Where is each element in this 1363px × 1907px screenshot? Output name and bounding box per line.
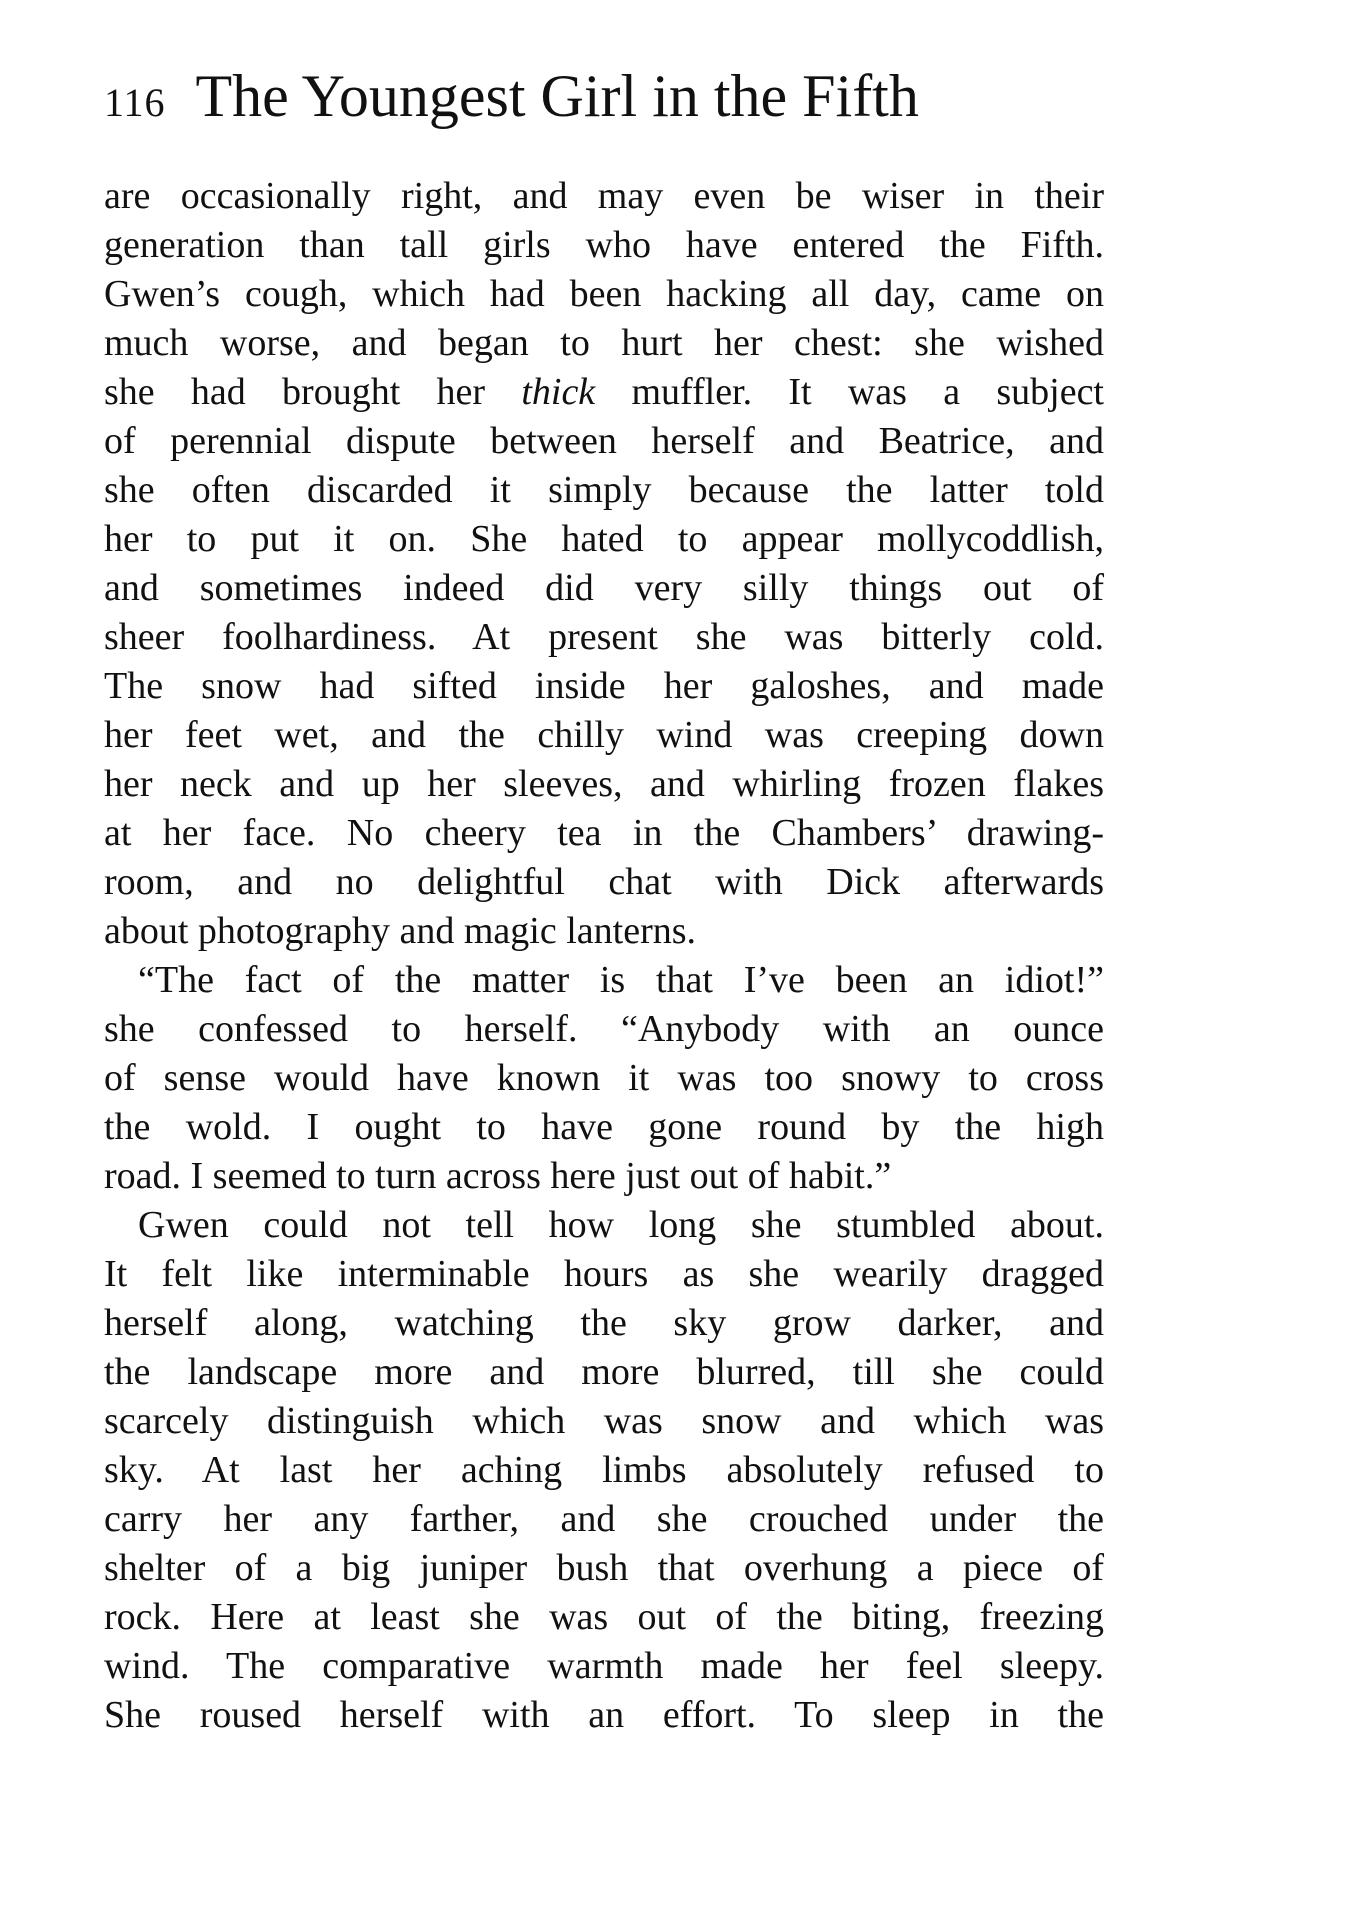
text-line: the landscape more and more blurred, till she could xyxy=(104,1351,1104,1393)
text-line: Gwen’s cough, which had been hacking all day, came on xyxy=(104,273,1104,315)
text-line: generation than tall girls who have entered the Fifth. xyxy=(104,224,1104,266)
text-line: she confessed to herself. “Anybody with an ounce xyxy=(104,1008,1104,1050)
text-line: her feet wet, and the chilly wind was creeping down xyxy=(104,714,1104,756)
text-line: scarcely distinguish which was snow and which was xyxy=(104,1400,1104,1442)
text-line: her neck and up her sleeves, and whirling frozen flakes xyxy=(104,763,1104,805)
text-line: of perennial dispute between herself and Beatrice, and xyxy=(104,420,1104,462)
running-head xyxy=(104,62,1104,134)
text-line: sheer foolhardiness. At present she was bitterly cold. xyxy=(104,616,1104,658)
text-line: carry her any farther, and she crouched under the xyxy=(104,1498,1104,1540)
text-line: much worse, and began to hurt her chest: she wished xyxy=(104,322,1104,364)
text-line: wind. The comparative warmth made her feel sleepy. xyxy=(104,1645,1104,1687)
text-line: The snow had sifted inside her galoshes, and made xyxy=(104,665,1104,707)
text-line: “The fact of the matter is that I’ve been an idiot!” xyxy=(138,959,1104,1001)
text-line: she often discarded it simply because the latter told xyxy=(104,469,1104,511)
text-line: shelter of a big juniper bush that overhung a piece of xyxy=(104,1547,1104,1589)
text-line: It felt like interminable hours as she wearily dragged xyxy=(104,1253,1104,1295)
text-segment: she had brought her xyxy=(104,371,522,413)
text-line: the wold. I ought to have gone round by the high xyxy=(104,1106,1104,1148)
text-line: sky. At last her aching limbs absolutely refused to xyxy=(104,1449,1104,1491)
text-line: Gwen could not tell how long she stumbled about. xyxy=(138,1204,1104,1246)
text-line: and sometimes indeed did very silly things out of xyxy=(104,567,1104,609)
text-line: of sense would have known it was too snowy to cross xyxy=(104,1057,1104,1099)
text-line: are occasionally right, and may even be wiser in their xyxy=(104,175,1104,217)
text-line: road. I seemed to turn across here just out of habit.” xyxy=(104,1155,892,1197)
text-line: She roused herself with an effort. To sleep in the xyxy=(104,1694,1104,1736)
text-line: at her face. No cheery tea in the Chambers’ drawing- xyxy=(104,812,1104,854)
body-text xyxy=(104,172,1104,1740)
text-line: herself along, watching the sky grow darker, and xyxy=(104,1302,1104,1344)
text-segment: muffler. It was a subject xyxy=(595,371,1104,413)
italic-word: thick xyxy=(521,371,596,413)
text-line: rock. Here at least she was out of the biting, freezing xyxy=(104,1596,1104,1638)
text-line: about photography and magic lanterns. xyxy=(104,910,697,952)
text-line: room, and no delightful chat with Dick afterwards xyxy=(104,861,1104,903)
book-title: The Youngest Girl in the Fifth xyxy=(195,63,919,129)
text-line xyxy=(104,368,1104,417)
text-line: her to put it on. She hated to appear mollycoddlish, xyxy=(104,518,1104,560)
page-number: 116 xyxy=(104,80,166,125)
